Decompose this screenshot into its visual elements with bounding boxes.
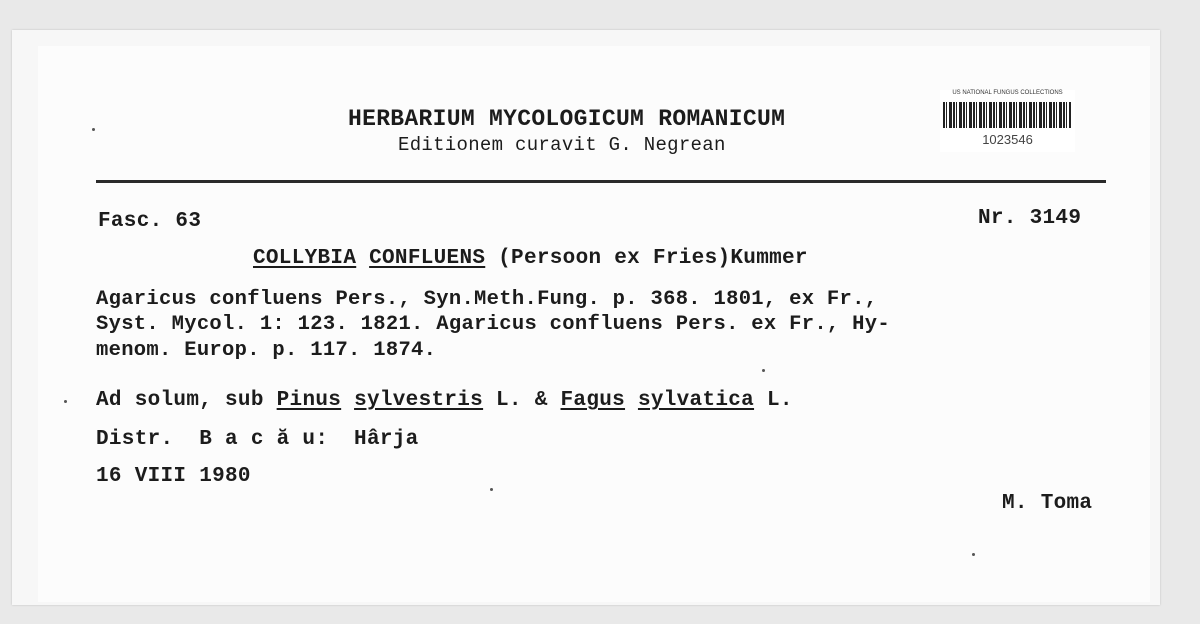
paper-speck xyxy=(762,369,765,372)
paper-speck xyxy=(490,488,493,491)
taxon-genus: COLLYBIA xyxy=(253,247,357,270)
fascicle-number: Fasc. 63 xyxy=(98,210,202,233)
host1-genus: Pinus xyxy=(276,389,342,412)
paper-speck xyxy=(64,400,67,403)
exsiccata-number: Nr. 3149 xyxy=(978,207,1082,230)
synonymy-line-1: Agaricus confluens Pers., Syn.Meth.Fung. p. 368. 1801, ex Fr., xyxy=(96,288,878,311)
taxon-name xyxy=(253,247,808,270)
taxon-epithet: CONFLUENS xyxy=(369,247,486,270)
barcode-label xyxy=(940,90,1075,152)
header-divider xyxy=(96,180,1106,183)
barcode-header: US NATIONAL FUNGUS COLLECTIONS xyxy=(952,90,1063,96)
paper-speck xyxy=(92,128,95,131)
editor-line: Editionem curavit G. Negrean xyxy=(398,134,726,156)
collector: M. Toma xyxy=(1002,492,1093,515)
collection-date: 16 VIII 1980 xyxy=(96,465,251,488)
synonymy-line-3: menom. Europ. p. 117. 1874. xyxy=(96,339,437,362)
host2-epithet: sylvatica xyxy=(637,389,755,412)
habitat-prefix: Ad solum, sub xyxy=(96,389,264,412)
host2-genus: Fagus xyxy=(560,389,626,412)
locality: Distr. B a c ă u: Hârja xyxy=(96,428,419,451)
habitat-suffix: L. xyxy=(766,389,793,412)
synonymy-line-2: Syst. Mycol. 1: 123. 1821. Agaricus confluens Pers. ex Fr., Hy- xyxy=(96,313,890,336)
taxon-authority: (Persoon ex Fries)Kummer xyxy=(498,247,808,270)
habitat-line xyxy=(96,389,793,412)
barcode-bars xyxy=(943,102,1071,128)
host1-epithet: sylvestris xyxy=(354,389,484,412)
herbarium-title: HERBARIUM MYCOLOGICUM ROMANICUM xyxy=(348,106,786,132)
barcode-number: 1023546 xyxy=(982,132,1033,147)
paper-speck xyxy=(972,553,975,556)
habitat-connector: L. & xyxy=(496,389,548,412)
